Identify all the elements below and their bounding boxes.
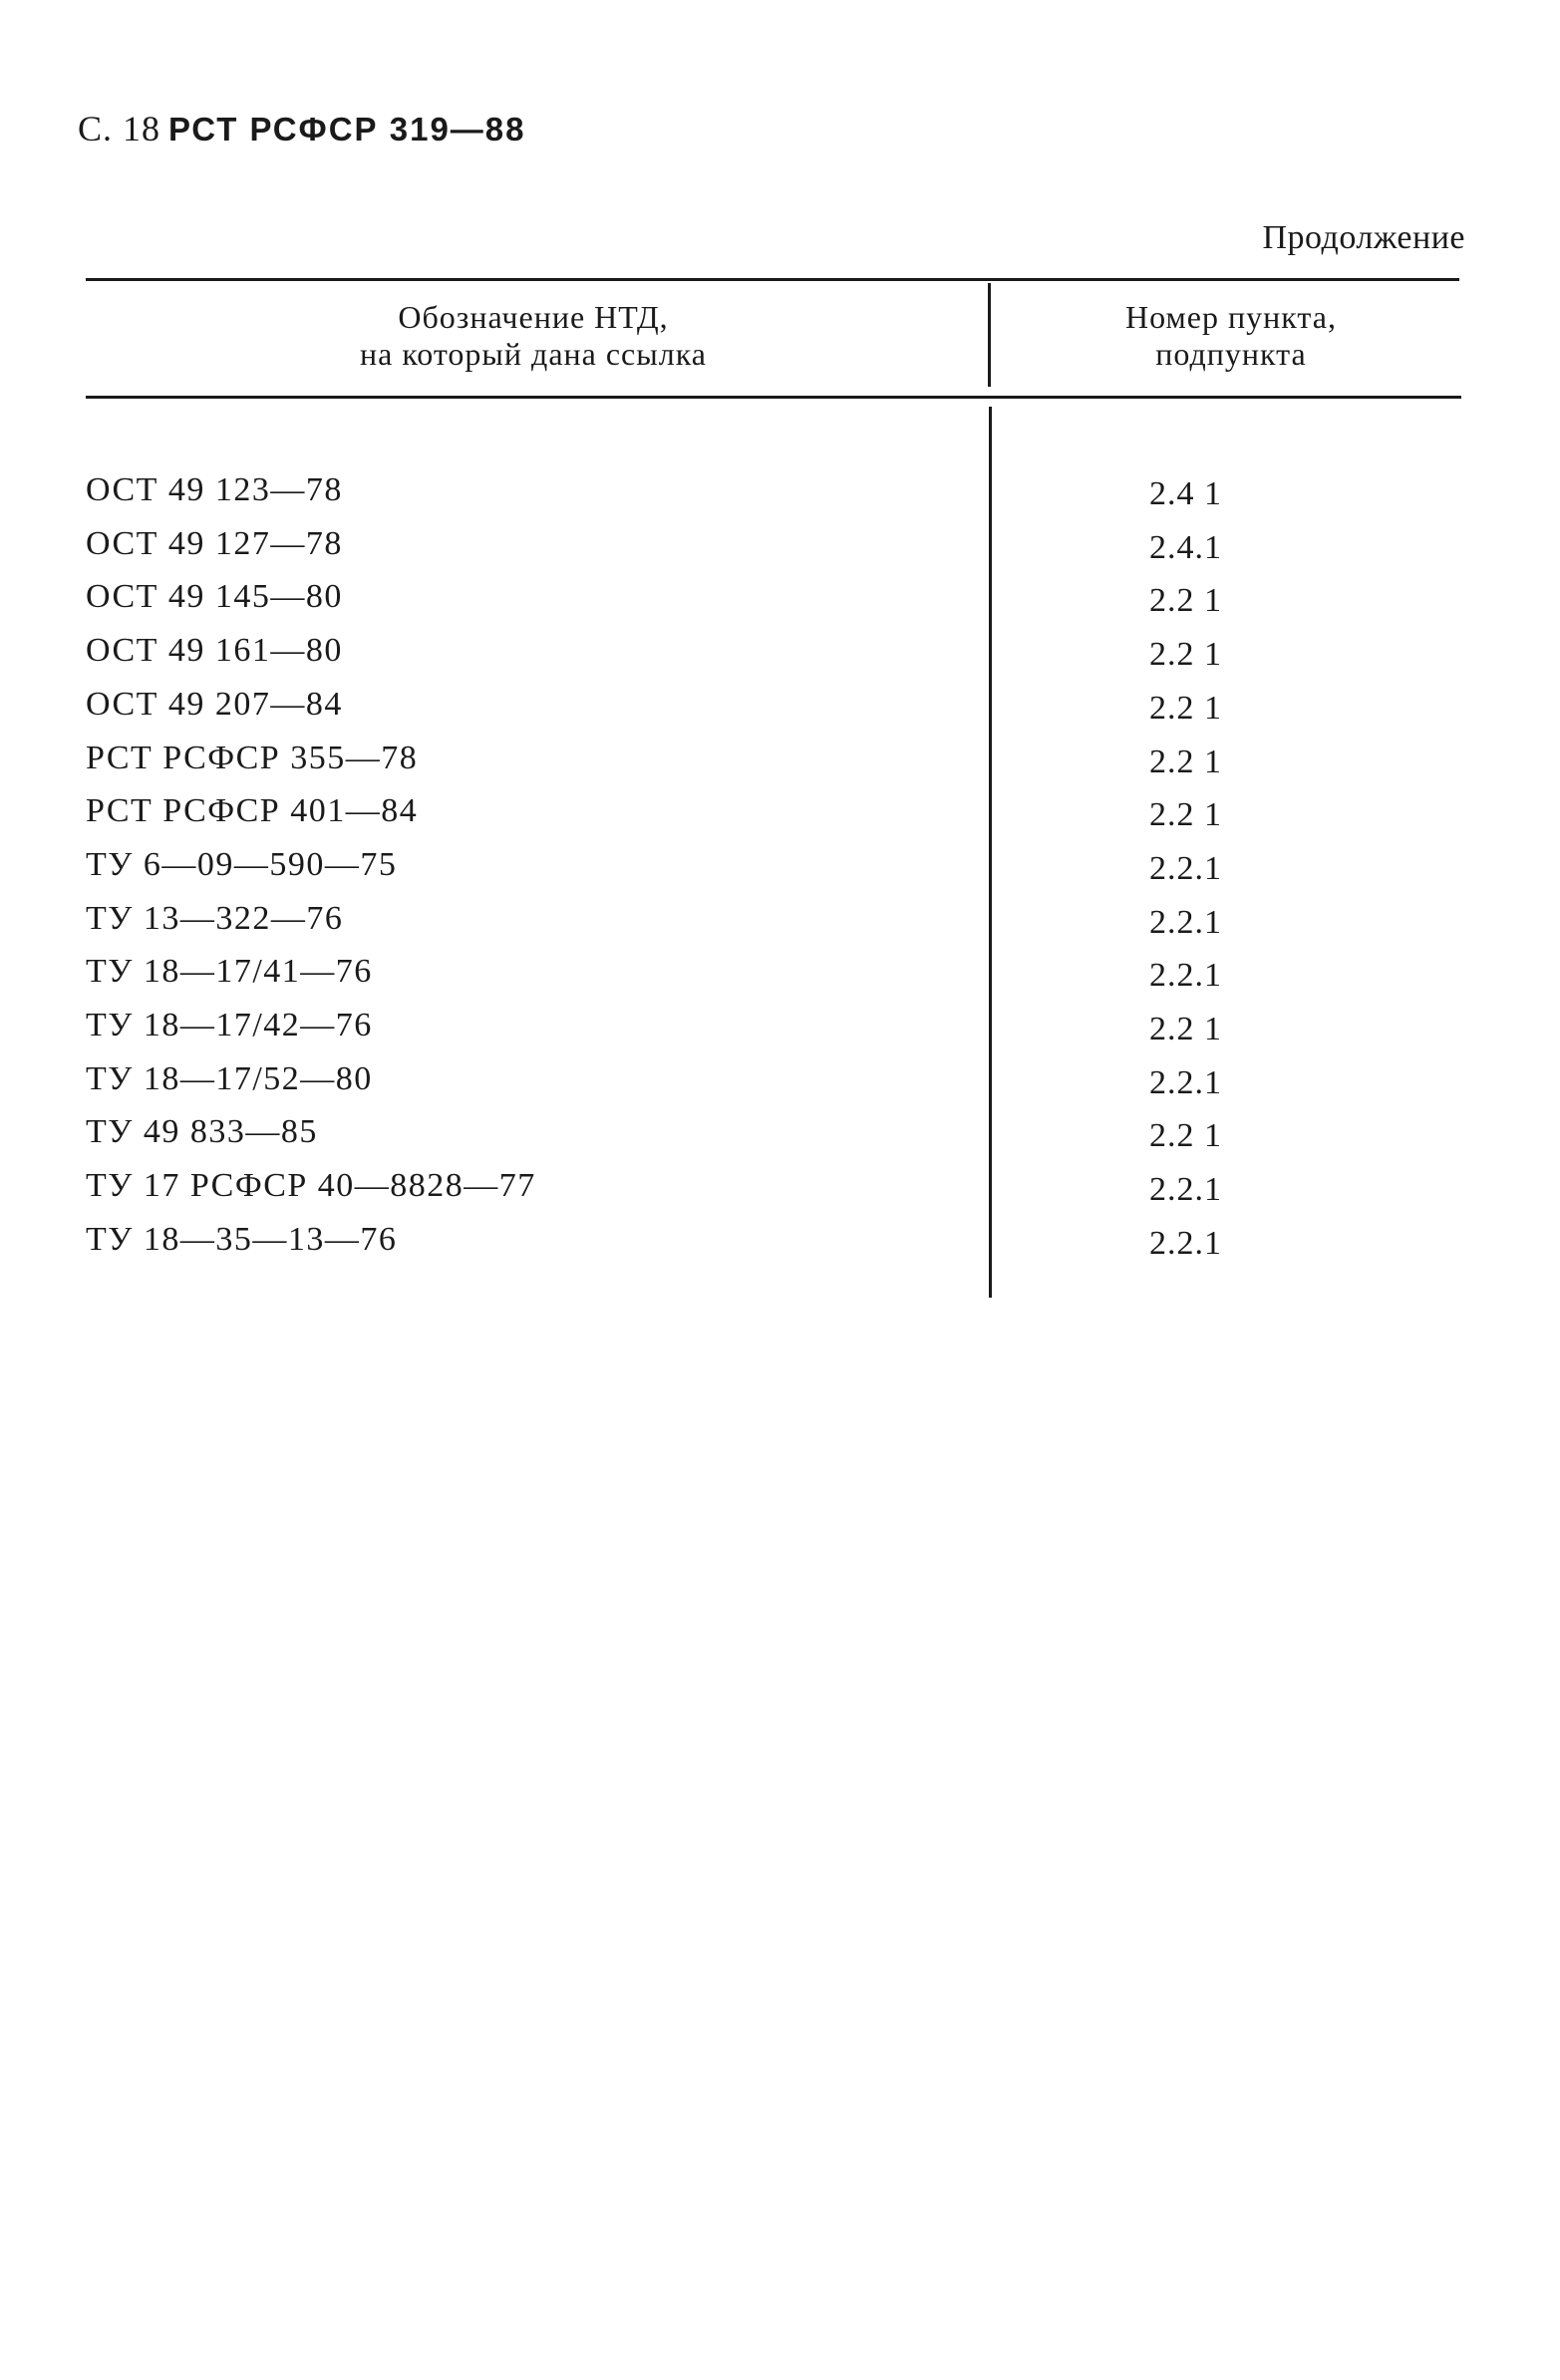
table-row	[0, 732, 1560, 785]
row-designation: ТУ 18—35—13—76	[86, 1220, 398, 1258]
table-row	[0, 570, 1560, 624]
row-designation: ТУ 18—17/52—80	[86, 1059, 373, 1097]
table-row	[0, 1213, 1560, 1267]
table-row	[0, 784, 1560, 838]
row-clause-number: 2.2.1	[1149, 1063, 1222, 1101]
continuation-label: Продолжение	[1262, 219, 1465, 256]
column-header-line: Обозначение НТД,	[398, 299, 669, 335]
table-row	[0, 892, 1560, 946]
row-designation: ТУ 18—17/42—76	[86, 1007, 373, 1043]
row-clause-number: 2.4 1	[1149, 475, 1222, 512]
row-designation: ОСТ 49 123—78	[86, 471, 343, 508]
column-header-line: подпункта	[1155, 336, 1307, 372]
table-row	[0, 838, 1560, 892]
row-designation: ТУ 49 833—85	[86, 1113, 318, 1151]
row-clause-number: 2.2 1	[1149, 582, 1222, 620]
row-clause-number: 2.2 1	[1149, 796, 1222, 834]
row-clause-number: 2.2.1	[1149, 903, 1222, 941]
column-header-line: на который дана ссылка	[360, 336, 707, 372]
table-row	[0, 1052, 1560, 1106]
table-row	[0, 463, 1560, 517]
table-row	[0, 1105, 1560, 1159]
row-clause-number: 2.2 1	[1149, 743, 1222, 780]
row-clause-number: 2.2.1	[1149, 1224, 1222, 1262]
row-clause-number: 2.2 1	[1149, 689, 1222, 727]
column-header-line: Номер пункта,	[1125, 299, 1337, 335]
row-clause-number: 2.2.1	[1149, 849, 1222, 887]
row-clause-number: 2.2.1	[1149, 1171, 1222, 1209]
row-designation: ОСТ 49 207—84	[86, 685, 343, 723]
row-designation: ОСТ 49 127—78	[86, 524, 343, 562]
row-clause-number: 2.2 1	[1149, 636, 1222, 674]
table-row	[0, 678, 1560, 732]
table-row	[0, 624, 1560, 678]
row-designation: РСТ РСФСР 401—84	[86, 792, 419, 830]
row-clause-number: 2.2.1	[1149, 957, 1222, 995]
row-designation: ОСТ 49 145—80	[86, 578, 343, 616]
table-row	[0, 999, 1560, 1052]
page-number: С. 18	[78, 109, 161, 149]
table-row	[0, 945, 1560, 999]
row-designation: ТУ 6—09—590—75	[86, 845, 398, 883]
row-clause-number: 2.2 1	[1149, 1011, 1222, 1047]
row-designation: РСТ РСФСР 355—78	[86, 739, 419, 776]
row-designation: ТУ 13—322—76	[86, 899, 344, 937]
standard-code: РСТ РСФСР 319—88	[168, 111, 526, 148]
row-designation: ТУ 18—17/41—76	[86, 953, 373, 991]
row-designation: ТУ 17 РСФСР 40—8828—77	[86, 1167, 536, 1205]
table-row	[0, 1159, 1560, 1213]
row-clause-number: 2.4.1	[1149, 528, 1222, 566]
table-row	[0, 517, 1560, 571]
row-designation: ОСТ 49 161—80	[86, 632, 343, 670]
row-clause-number: 2.2 1	[1149, 1117, 1222, 1155]
